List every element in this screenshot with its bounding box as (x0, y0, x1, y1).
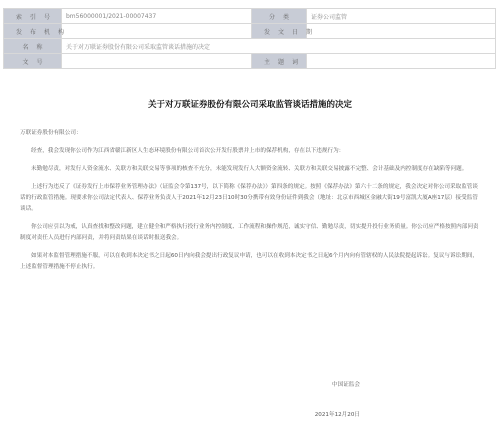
document-metadata-table (3, 8, 496, 69)
body-paragraph-1: 经查，我会发现你公司作为江西省赣江新区人生态环境股份有限公司首次公开发行股票并上市的保荐机构，存在以下违规行为： (31, 148, 345, 154)
body-paragraph-3: 上述行为违反了《证券发行上市保荐业务管理办法》（证监会令第137号，以下简称《保荐办法》）第四条的规定。按照《保荐办法》第六十二条的规定，我会决定对你公司采取监管谈话的行政监管措施。现要求你公司法定代表人、保荐业务负责人于2021年12月23日10时30分携带有效身份证件到我会（地址：北京市西城区金融大街19号富凯大厦A座17层）接受监管谈话。 (20, 184, 478, 212)
meta-value-issue-date (307, 24, 496, 39)
meta-value-index-number: bm56000001/2021-00007437 (62, 9, 252, 24)
meta-label-doc-number: 文号 (4, 54, 62, 69)
document-title: 关于对万联证券股份有限公司采取监管谈话措施的决定 (147, 100, 352, 110)
meta-label-name: 名称 (4, 39, 62, 54)
body-paragraph-5: 如果对本监督管理措施不服，可以在收到本决定书之日起60日内向我会提出行政复议申请，也可以在收到本决定书之日起6个月内向有管辖权的人民法院提起诉讼。复议与诉讼期间，上述监督管理措施不停止执行。 (20, 253, 478, 270)
meta-value-keywords (307, 54, 496, 69)
meta-row-name (4, 39, 496, 54)
signature-organization: 中国证监会 (332, 382, 360, 388)
body-paragraph-4: 你公司应引以为戒，认真查找和整改问题，建立健全和严格执行投行业务内控制度、工作流程和操作规范，诚实守信、勤勉尽责，切实提升投行业务质量。你公司应严格按照内部问责制度对责任人员进行内部问责，并将问责结果在谈话时报送我会。 (20, 224, 479, 241)
meta-value-name: 关于对万联证券股份有限公司采取监管谈话措施的决定 (62, 39, 496, 54)
meta-label-issue-date: 发文日期 (252, 24, 307, 39)
salutation: 万联证券股份有限公司： (20, 130, 82, 136)
signature-date: 2021年12月20日 (314, 412, 360, 418)
meta-value-category: 证券公司监管 (307, 9, 496, 24)
body-paragraph-2: 未勤勉尽责，对发行人资金流水、关联方和关联交易等事项的核查不充分，未能发现发行人大额资金流转、关联方和关联交易披露不完整、会计基础及内控制度存在缺陷等问题。 (31, 166, 468, 172)
meta-value-publisher (62, 24, 252, 39)
meta-value-doc-number (62, 54, 252, 69)
meta-label-publisher: 发布机构 (4, 24, 62, 39)
meta-label-category: 分类 (252, 9, 307, 24)
meta-label-index-number: 索引号 (4, 9, 62, 24)
meta-row-index (4, 9, 496, 24)
meta-label-keywords: 主题词 (252, 54, 307, 69)
document-body (20, 128, 482, 280)
meta-row-doc-number (4, 54, 496, 69)
meta-row-publisher (4, 24, 496, 39)
